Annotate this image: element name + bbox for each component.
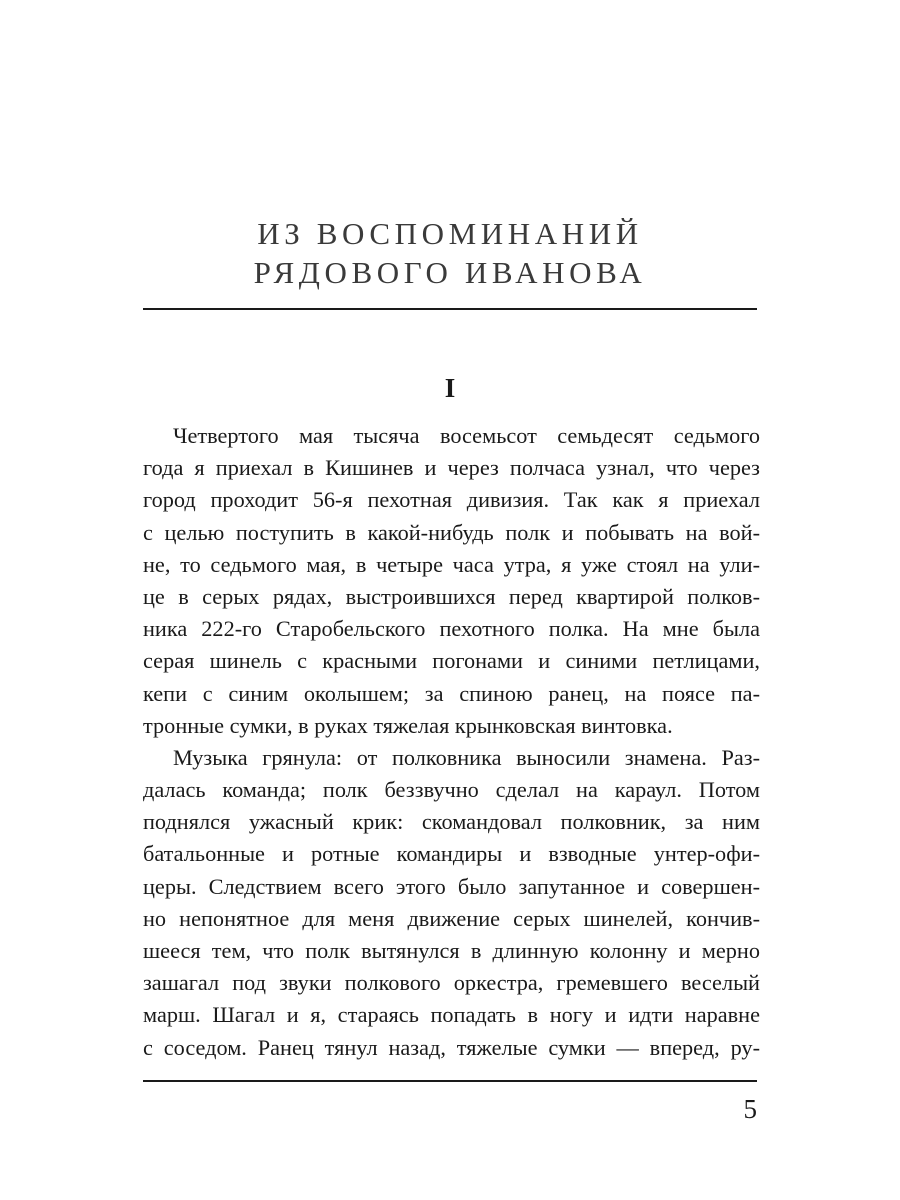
- paragraph-2: [143, 742, 760, 1064]
- text-line: Четвертого мая тысяча восемьсот семьдесят седьмого: [173, 423, 760, 448]
- text-line: года я приехал в Кишинев и через полчаса узнал, что через: [143, 455, 760, 481]
- text-line: зашагал под звуки полкового оркестра, гремевшего веселый: [143, 970, 760, 996]
- top-divider: [143, 308, 757, 310]
- text-line: с целью поступить в какой-нибудь полк и побывать на вой-: [143, 519, 760, 545]
- text-line: с соседом. Ранец тянул назад, тяжелые сумки — вперед, ру-: [143, 1034, 760, 1060]
- bottom-divider: [143, 1080, 757, 1082]
- chapter-title-line-1: ИЗ ВОСПОМИНАНИЙ: [257, 216, 643, 251]
- page-number: 5: [743, 1094, 757, 1124]
- section-number: I: [444, 373, 456, 403]
- text-line: ника 222-го Старобельского пехотного полка. На мне была: [143, 616, 760, 642]
- body-text: [143, 420, 760, 1064]
- text-line: батальонные и ротные командиры и взводные унтер-офи-: [143, 841, 760, 867]
- chapter-title-line-2: РЯДОВОГО ИВАНОВА: [253, 255, 647, 290]
- text-line: Музыка грянула: от полковника выносили знамена. Раз-: [173, 744, 760, 770]
- text-line: церы. Следствием всего этого было запутанное и совершен-: [143, 873, 760, 899]
- text-line: марш. Шагал и я, стараясь попадать в ногу и идти наравне: [143, 1002, 760, 1028]
- text-line: кепи с синим околышем; за спиною ранец, на поясе па-: [143, 680, 760, 706]
- paragraph-1: [143, 420, 760, 742]
- text-line: шееся тем, что полк вытянулся в длинную колонну и мерно: [143, 938, 760, 963]
- text-line: город проходит 56-я пехотная дивизия. Так как я приехал: [143, 487, 760, 513]
- text-line: не, то седьмого мая, в четыре часа утра, я уже стоял на ули-: [143, 551, 760, 577]
- text-line: тронные сумки, в руках тяжелая крынковская винтовка.: [143, 712, 673, 738]
- text-line: серая шинель с красными погонами и синими петлицами,: [143, 648, 760, 674]
- text-line: но непонятное для меня движение серых шинелей, кончив-: [143, 905, 760, 931]
- chapter-title: [0, 214, 900, 292]
- text-line: це в серых рядах, выстроившихся перед квартирой полков-: [143, 583, 760, 609]
- text-line: поднялся ужасный крик: скомандовал полковник, за ним: [143, 809, 760, 835]
- text-line: далась команда; полк беззвучно сделал на караул. Потом: [143, 777, 760, 803]
